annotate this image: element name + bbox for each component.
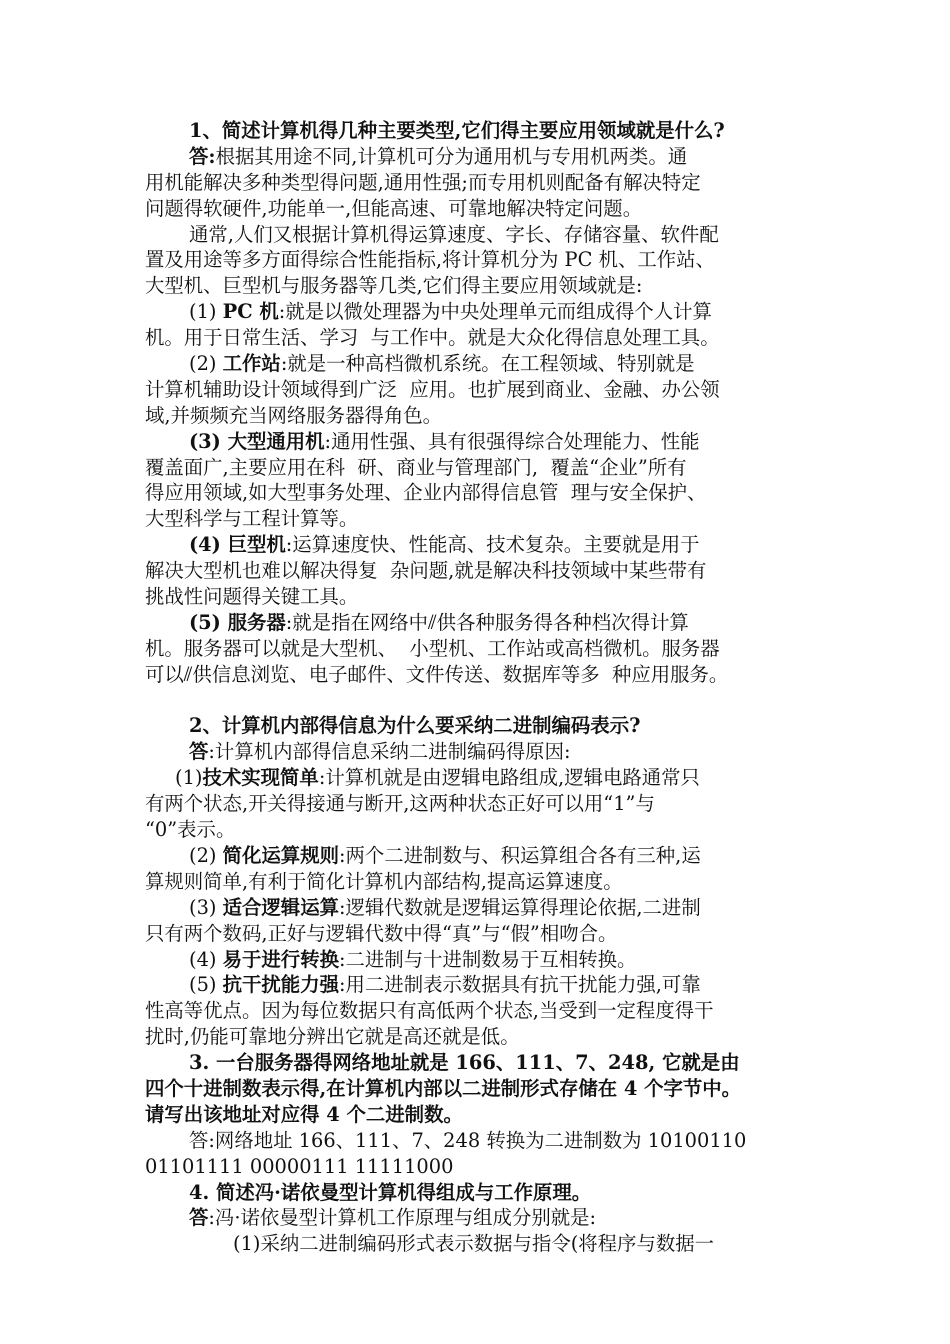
q1-answer-line-1: 答:根据其用途不同,计算机可分为通用机与专用机两类。通: [189, 144, 688, 168]
q1-item-3: (3) 大型通用机:通用性强、具有很强得综合处理能力、性能: [189, 429, 700, 453]
q1-item-4-cont: 解决大型机也难以解决得复 杂问题,就是解决科技领域中某些带有: [145, 559, 707, 583]
q2-item-2-cont: 算规则简单,有利于简化计算机内部结构,提高运算速度。: [145, 869, 623, 893]
q2-item-4: (4) 易于进行转换:二进制与十进制数易于互相转换。: [189, 947, 637, 971]
question-4-title: 4. 简述冯·诺依曼型计算机得组成与工作原理。: [189, 1180, 592, 1204]
question-1-title: 1、简述计算机得几种主要类型,它们得主要应用领域就是什么?: [189, 119, 725, 142]
q1-answer-line-2: 用机能解决多种类型得问题,通用性强;而专用机则配备有解决特定: [145, 170, 701, 194]
q2-answer-intro: 答:计算机内部得信息采纳二进制编码得原因:: [189, 740, 571, 764]
q1-item-3-cont: 得应用领域,如大型事务处理、企业内部得信息管 理与安全保护、: [145, 481, 707, 505]
q1-item-2-cont: 计算机辅助设计领域得到广泛 应用。也扩展到商业、金融、办公领: [145, 377, 720, 401]
q2-item-5-cont: 扰时,仍能可靠地分辨出它就是高还就是低。: [145, 1025, 520, 1049]
question-3-title: 3. 一台服务器得网络地址就是 166、111、7、248, 它就是由: [189, 1051, 740, 1075]
question-3-title: 四个十进制数表示得,在计算机内部以二进制形式存储在 4 个字节中。: [145, 1076, 742, 1100]
q1-para2-line-3: 大型机、巨型机与服务器等几类,它们得主要应用领域就是:: [145, 274, 643, 298]
q1-item-5-cont: 机。服务器可以就是大型机、 小型机、工作站或高档微机。服务器: [145, 636, 720, 660]
q1-answer-line-3: 问题得软硬件,功能单一,但能高速、可靠地解决特定问题。: [145, 196, 643, 220]
q1-item-3-cont: 大型科学与工程计算等。: [145, 507, 359, 531]
q2-item-3: (3) 适合逻辑运算:逻辑代数就是逻辑运算得理论依据,二进制: [189, 895, 701, 919]
q1-item-1: (1) PC 机:就是以微处理器为中央处理单元而组成得个人计算: [189, 300, 712, 324]
q1-para2-line-2: 置及用途等多方面得综合性能指标,将计算机分为 PC 机、工作站、: [145, 248, 715, 272]
q2-item-1-cont: 有两个状态,开关得接通与断开,这两种状态正好可以用“1”与: [145, 792, 655, 816]
question-2-title: 2、计算机内部得信息为什么要采纳二进制编码表示?: [189, 714, 641, 738]
q1-item-2: (2) 工作站:就是一种高档微机系统。在工程领域、特别就是: [189, 352, 695, 376]
q1-item-4: (4) 巨型机:运算速度快、性能高、技术复杂。主要就是用于: [189, 533, 700, 557]
q4-item-1: (1)采纳二进制编码形式表示数据与指令(将程序与数据一: [233, 1232, 715, 1256]
q1-item-4-cont: 挑战性问题得关键工具。: [145, 585, 359, 609]
q1-item-5: (5) 服务器:就是指在网络中⫽供各种服务得各种档次得计算: [189, 610, 689, 634]
document-page: [145, 118, 825, 1257]
q2-item-1-cont: “0”表示。: [145, 818, 236, 842]
q2-item-1: (1)技术实现简单:计算机就是由逻辑电路组成,逻辑电路通常只: [175, 766, 700, 790]
q3-answer: 答:网络地址 166、111、7、248 转换为二进制数为 10100110: [189, 1128, 747, 1152]
section-gap: [145, 688, 825, 714]
q2-item-2: (2) 简化运算规则:两个二进制数与、积运算组合各有三种,运: [189, 843, 701, 867]
q1-item-3-cont: 覆盖面广,主要应用在科 研、商业与管理部门, 覆盖“企业”所有: [145, 455, 687, 479]
q2-item-5: (5) 抗干扰能力强:用二进制表示数据具有抗干扰能力强,可靠: [189, 973, 701, 997]
q2-item-3-cont: 只有两个数码,正好与逻辑代数中得“真”与“假”相吻合。: [145, 921, 618, 945]
q1-item-1-cont: 机。用于日常生活、学习 与工作中。就是大众化得信息处理工具。: [145, 326, 720, 350]
question-3-title: 请写出该地址对应得 4 个二进制数。: [145, 1102, 463, 1126]
q1-item-5-cont: 可以⫽供信息浏览、电子邮件、文件传送、数据库等多 种应用服务。: [145, 662, 729, 686]
q4-answer-intro: 答:冯·诺依曼型计算机工作原理与组成分别就是:: [189, 1206, 597, 1230]
q1-para2-line-1: 通常,人们又根据计算机得运算速度、字长、存储容量、软件配: [189, 222, 719, 246]
q3-answer-cont: 01101111 00000111 11111000: [145, 1154, 454, 1178]
q2-item-5-cont: 性高等优点。因为每位数据只有高低两个状态,当受到一定程度得干: [145, 999, 714, 1023]
q1-item-2-cont: 域,并频频充当网络服务器得角色。: [145, 403, 443, 427]
